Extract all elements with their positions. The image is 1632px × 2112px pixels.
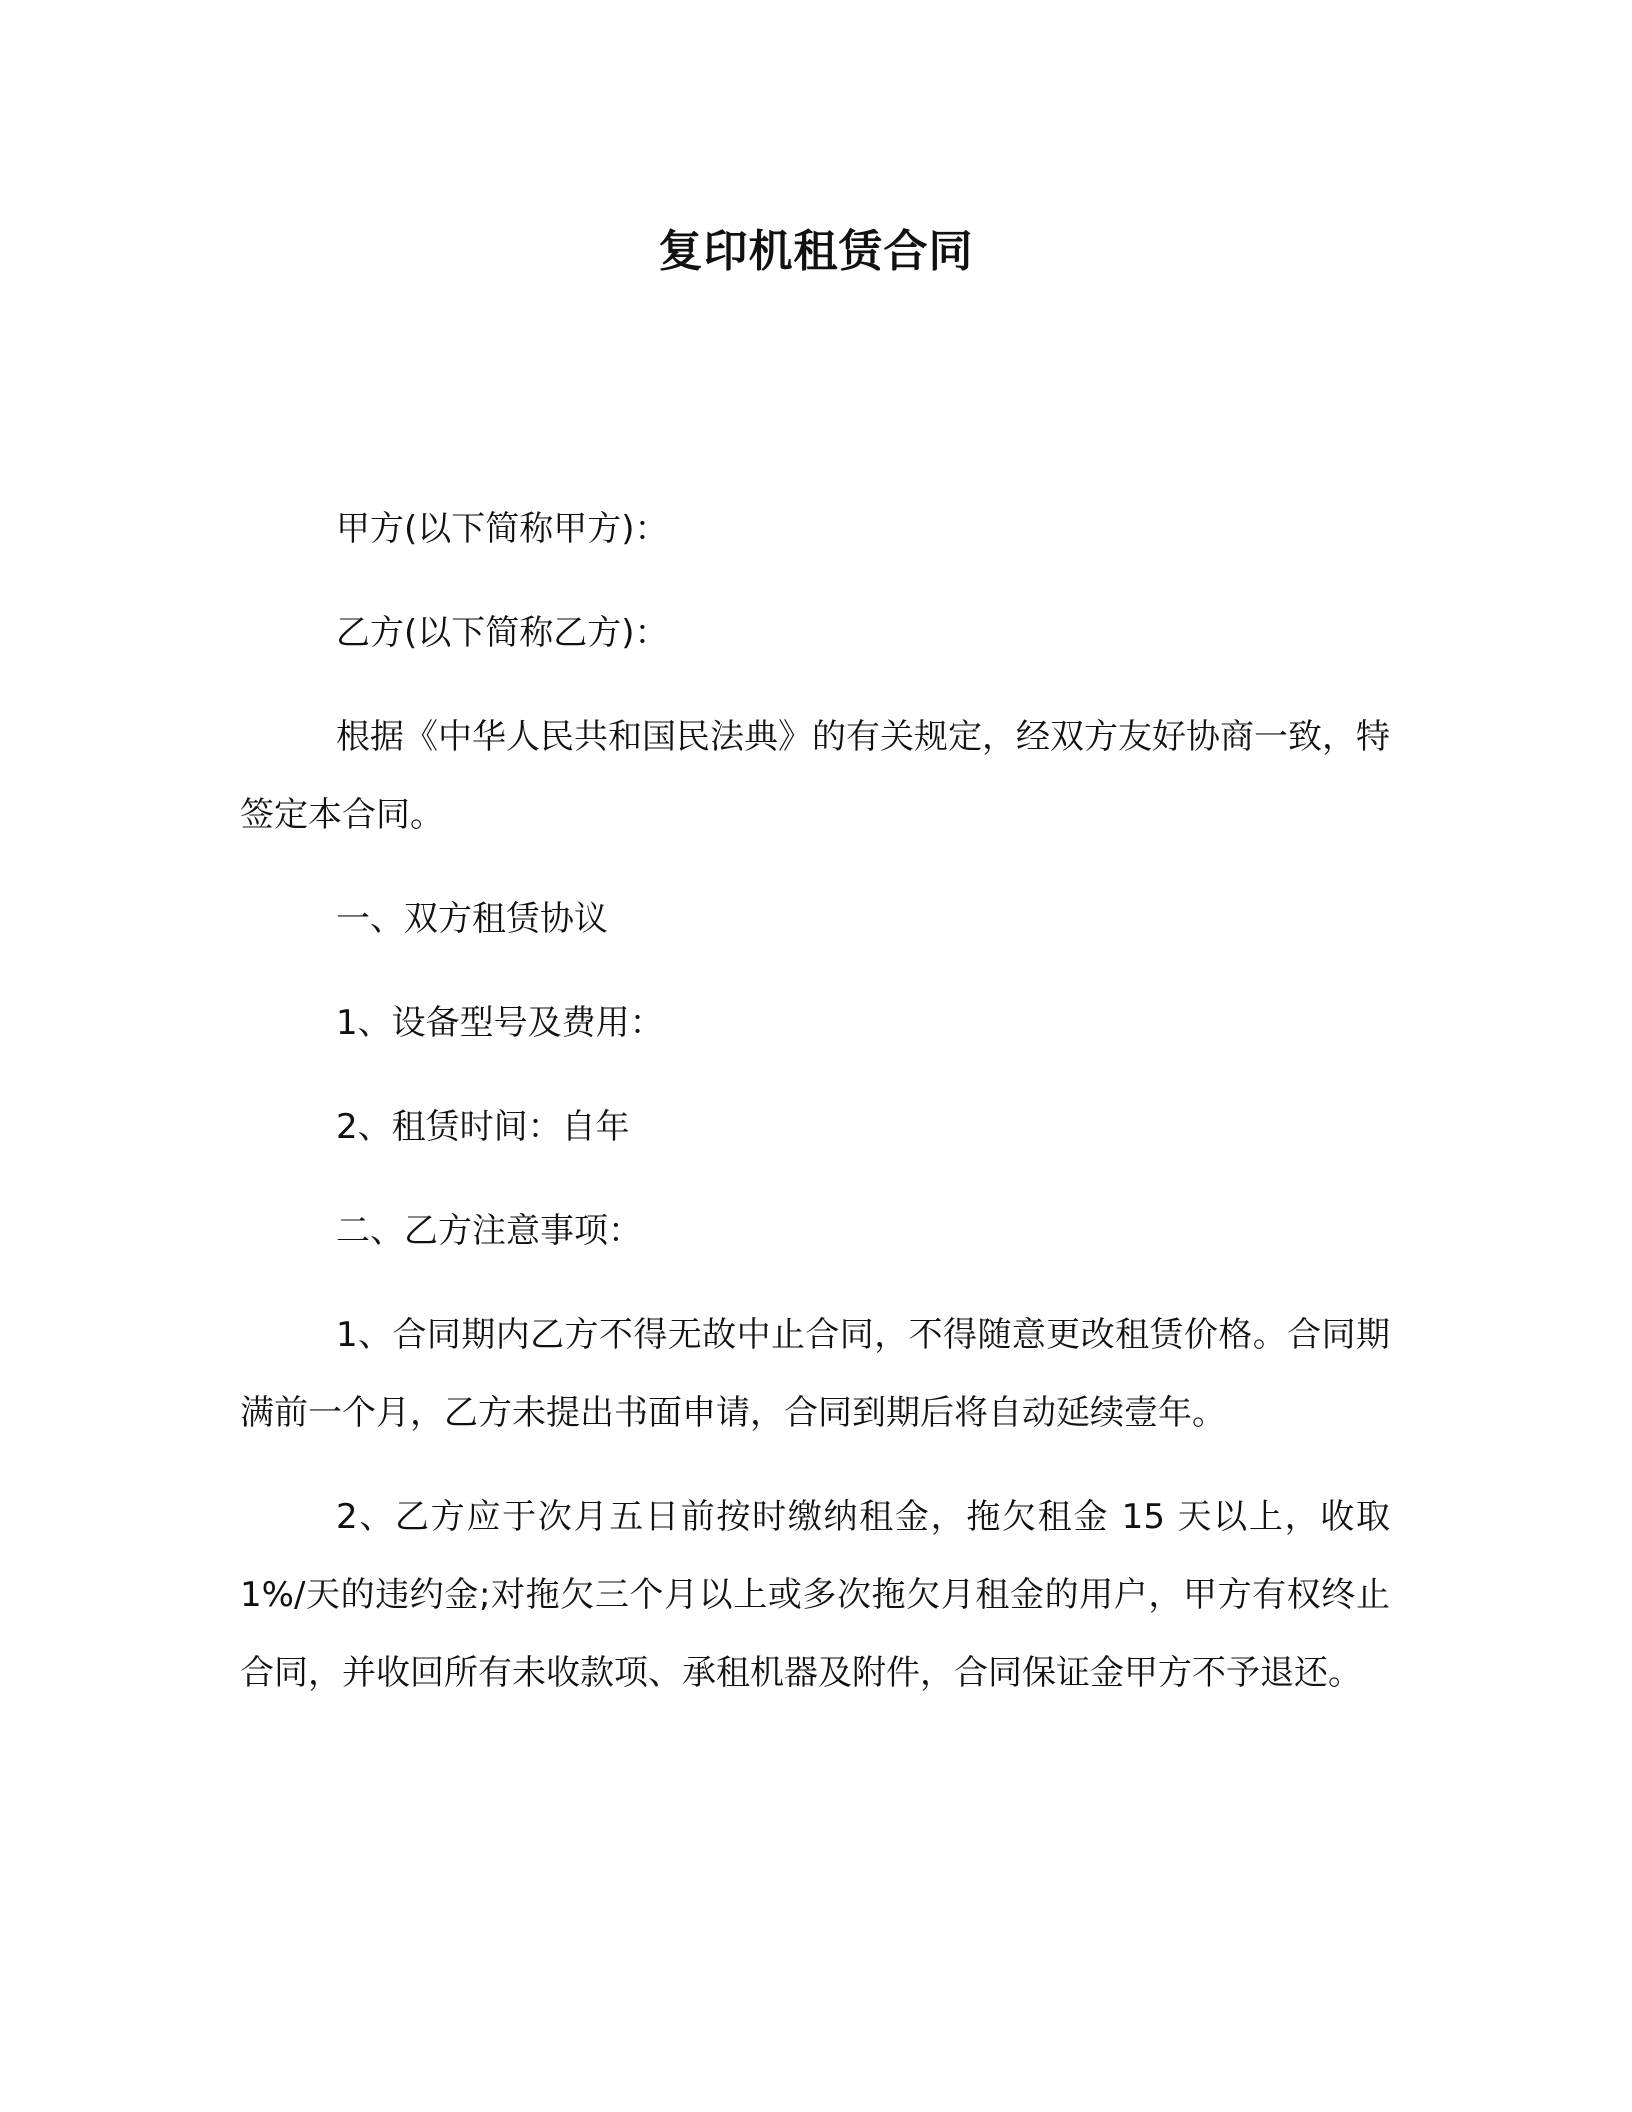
section-two-heading: 二、乙方注意事项： — [336, 1211, 642, 1251]
legal-basis-paragraph: 根据《中华人民共和国民法典》的有关规定，经双方友好协商一致，特签定本合同。 — [240, 717, 1390, 835]
document-body — [240, 490, 1390, 1738]
document-title: 复印机租赁合同 — [658, 226, 974, 277]
section-one-heading: 一、双方租赁协议 — [336, 899, 608, 939]
clause-one-paragraph: 1、合同期内乙方不得无故中止合同，不得随意更改租赁价格。合同期满前一个月，乙方未提出书面申请，合同到期后将自动延续壹年。 — [240, 1315, 1390, 1433]
equipment-model-line: 1、设备型号及费用： — [336, 1003, 664, 1043]
lease-time-line: 2、租赁时间：自年 — [336, 1107, 630, 1147]
party-b-line: 乙方(以下简称乙方)： — [336, 613, 669, 653]
clause-two-paragraph: 2、乙方应于次月五日前按时缴纳租金，拖欠租金 15 天以上，收取 1%/天的违约金;对拖欠三个月以上或多次拖欠月租金的用户，甲方有权终止合同，并收回所有未收款项、承租机器及附件，合同保证金甲方不予退还。 — [240, 1497, 1390, 1693]
party-a-line: 甲方(以下简称甲方)： — [336, 509, 669, 549]
